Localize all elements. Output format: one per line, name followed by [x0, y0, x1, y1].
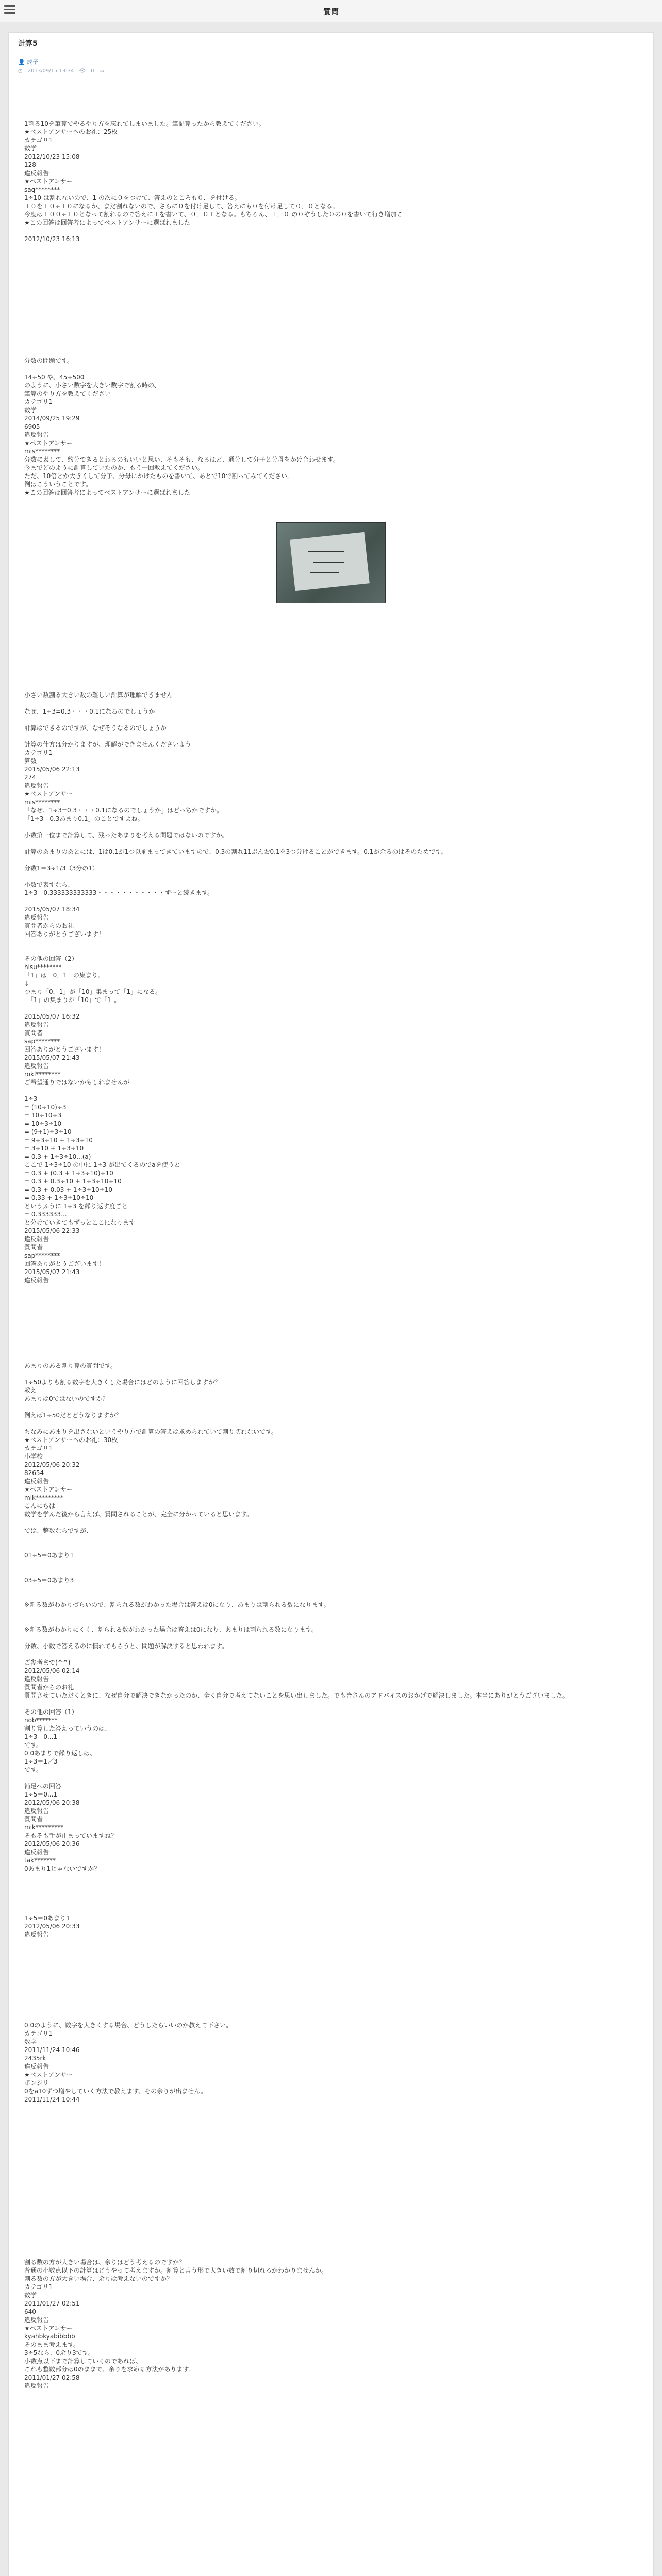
top-bar: [0, 0, 662, 22]
qa-block-7: 割る数の方が大きい場合は、余りはどう考えるのですか？ 普通の小数点以下の計算はどうやって考えますか。割算と言う形で大きい数で割り切れるかわかりませんか。 割る数の方が大きい場合、余りは考えないのですか？ カテゴリ1 数学 2011/01/27 02:51 640 違反報告 ★ベストアンサー kyahbkyabibbbb そのまま考えます。 3÷5なら、0余り3です。 小数点以下まで計算していくのであれば、 これも整数部分は0のままで、余りを求める方法があります。 2011/01/27 02:58 違反報告: [24, 2259, 328, 2389]
post-header: [9, 33, 653, 78]
qa-block-1: 1割る10を筆算でやるやり方を忘れてしまいました。筆記算ったから教えてください。 ★ベストアンサーへのお礼：25枚 カテゴリ1 数学 2012/10/23 15:08 128 違反報告 ★ベストアンサー saq******** 1÷10 は割れないので、1 の次に０をつけて、答えのところも０．を付ける。 １０を１０÷１０になるか、まだ割れないので、さらに０を付け足して、答えにも０を付け足して０．０となる。 今度は１００÷１０となって割れるので答えに１を書いて、０．０１となる。もちろん、１．０ の０ぞうした０の０を書いて行き増加こ ★この回答は回答者によってベストアンサーに選ばれました 2012/10/23 16:13: [24, 120, 403, 243]
qa-block-2: 分数の問題です。 14÷50 や、45÷500 のように、小さい数字を大きい数字で割る時の、 筆算のやり方を教えてください カテゴリ1 数学 2014/09/25 19:29 6905 違反報告 ★ベストアンサー mis******** 分数に表して、約分できるとわるのもいいと思い、そもそも、なるほど、通分して分子と分母をかけ合わせます。 今までどのように計算していたのか、もう一回教えてください。 ただ、10倍とか大きくして分子、分母にかけたものを書いて、あとで10で割ってみてください。 例はこういうことです。 ★この回答は回答者によってベストアンサーに選ばれました: [24, 357, 339, 496]
notebook-photo: [276, 522, 386, 603]
qa-block-5: 1÷5＝0あまり1 2012/05/06 20:33 違反報告: [24, 1914, 80, 1938]
comment-icon[interactable]: ▭: [99, 68, 104, 74]
post-date: 2013/09/15 13:34: [27, 68, 74, 74]
qa-block-6: 0.0のように、数字を大きくする場合、どうしたらいいのか教えて下さい。 カテゴリ1 数学 2011/11/24 10:46 2435rk 違反報告 ★ベストアンサー ポンジリ 0をa10ずつ増やしていく方法で教えます、その余りが出ません。 2011/11/24 10:44: [24, 2022, 233, 2103]
author-link[interactable]: 👤 成子: [18, 59, 39, 65]
post-title: 計算5: [18, 40, 38, 48]
clock-icon: ◷: [18, 68, 23, 74]
photo-wrap: [24, 522, 638, 603]
post-meta: [18, 68, 644, 74]
author-name: 成子: [27, 59, 39, 65]
qa-block-4: あまりのある割り算の質問です。 1÷50よりも割る数字を大きくした場合にはどのように回答しますか？ 教え あまりは0ではないのですか？ 例えば1÷50だとどうなりますか？ ちなみにあまりを出さないというやり方で計算の答えは求められていて割り切れないです。 ★ベストアンサーへのお礼：30枚 カテゴリ1 小学校 2012/05/06 20:32 82654 違反報告 ★ベストアンサー mik********* こんにちは 数学を学んだ後から言えば、質問されることが、完全に分かっていると思います。 では、整数ならですが、 01÷5＝0あまり1 03÷5＝0あまり3 ※割る数がわかりづらいので、割られる数がわかった場合は答えは0になり、あまりは割られる数になります。 ※割る数がわかりにくく、割られる数がわかった場合は答えは0になり、あまりは割られる数になります。 分数、小数で答えるのに慣れてもらうと、問題が解決すると思われます。 ご参考まで(^^) 2012/05/06 02:14 違反報告 質問者からのお礼 質問させていただくときに、なぜ自分で解決できなかったのか、全く自分で考えてないことを思い出しました。でも皆さんのアドバイスのおかげで解決しました。本当にありがとうございました。 その他の回答（1） nob******* 割り算した答えっていうのは、 1÷3＝0...1 です。 0.0あまりで繰り返しは、 1÷3＝1／3 です。 補足への回答 1÷5＝0...1 2012/05/06 20:38 違反報告 質問者 mik********* そもそも手が止まっていますね？ 2012/05/06 20:36 違反報告 tak******* 0あまり1じゃないですか？: [24, 1362, 569, 1872]
content: [9, 78, 653, 2390]
page-title: 質問: [323, 7, 339, 16]
view-count: 0: [91, 68, 94, 74]
qa-block-3: 小さい数割る大きい数の難しい計算が理解できません なぜ、1÷3=0.3・・・0.1になるのでしょうか 計算はできるのですが、なぜそうなるのでしょうか 計算の仕方は分かりますが、理解ができませんくださいよう カテゴリ1 算数 2015/05/06 22:13 274 違反報告 ★ベストアンサー mis******** 「なぜ、1÷3=0.3・・・0.1になるのでしょうか」はどっちかですか。 「1÷3＝0.3あまり0.1」のことですよね。 小数第一位まで計算して、残ったあまりを考える問題ではないのですか。 計算のあまりのあとには、1は0.1が1つ以前まってきていますので、0.3の割れ11ぶんお0.1を3つ分けることができます。0.1が余るのはそのためです。 分数1＝3÷1/3（3分の1） 小数で表すなら、 1÷3＝0.333333333333・・・・・・・・・・・ずーと続きます。 2015/05/07 18:34 違反報告 質問者からのお礼 回答ありがとうございます！ その他の回答（2） hisu******** 「1」は「0．1」の集まり。 ↓ つまり「0．1」が「10」集まって「1」になる。 「1」の集まりが「10」で「1」。 2015/05/07 16:32 違反報告 質問者 sap******** 回答ありがとうございます！ 2015/05/07 21:43 違反報告 rokl******** ご希望通りではないかもしれませんが 1÷3 = (10÷10)÷3 = 10÷10÷3 = 10÷3÷10 = (9+1)÷3÷10 = 9÷3÷10 + 1÷3÷10 = 3÷10 + 1÷3÷10 = 0.3 + 1÷3÷10...(a) ここで 1÷3÷10 の中に 1÷3 が出てくるのでaを使うと = 0.3 + (0.3 + 1÷3÷10)÷10 = 0.3 + 0.3÷10 + 1÷3÷10÷10 = 0.3 + 0.03 + 1÷3÷10÷10 = 0.33 + 1÷3÷10÷10 というふうに 1÷3 を繰り返す度ごと = 0.333333... と分けていきてもずっとここになります 2015/05/06 22:33 違反報告 質問者 sap******** 回答ありがとうございます！ 2015/05/07 21:43 違反報告: [24, 691, 448, 1284]
view-icon: 👁: [79, 68, 86, 74]
question-page: [8, 32, 654, 2576]
